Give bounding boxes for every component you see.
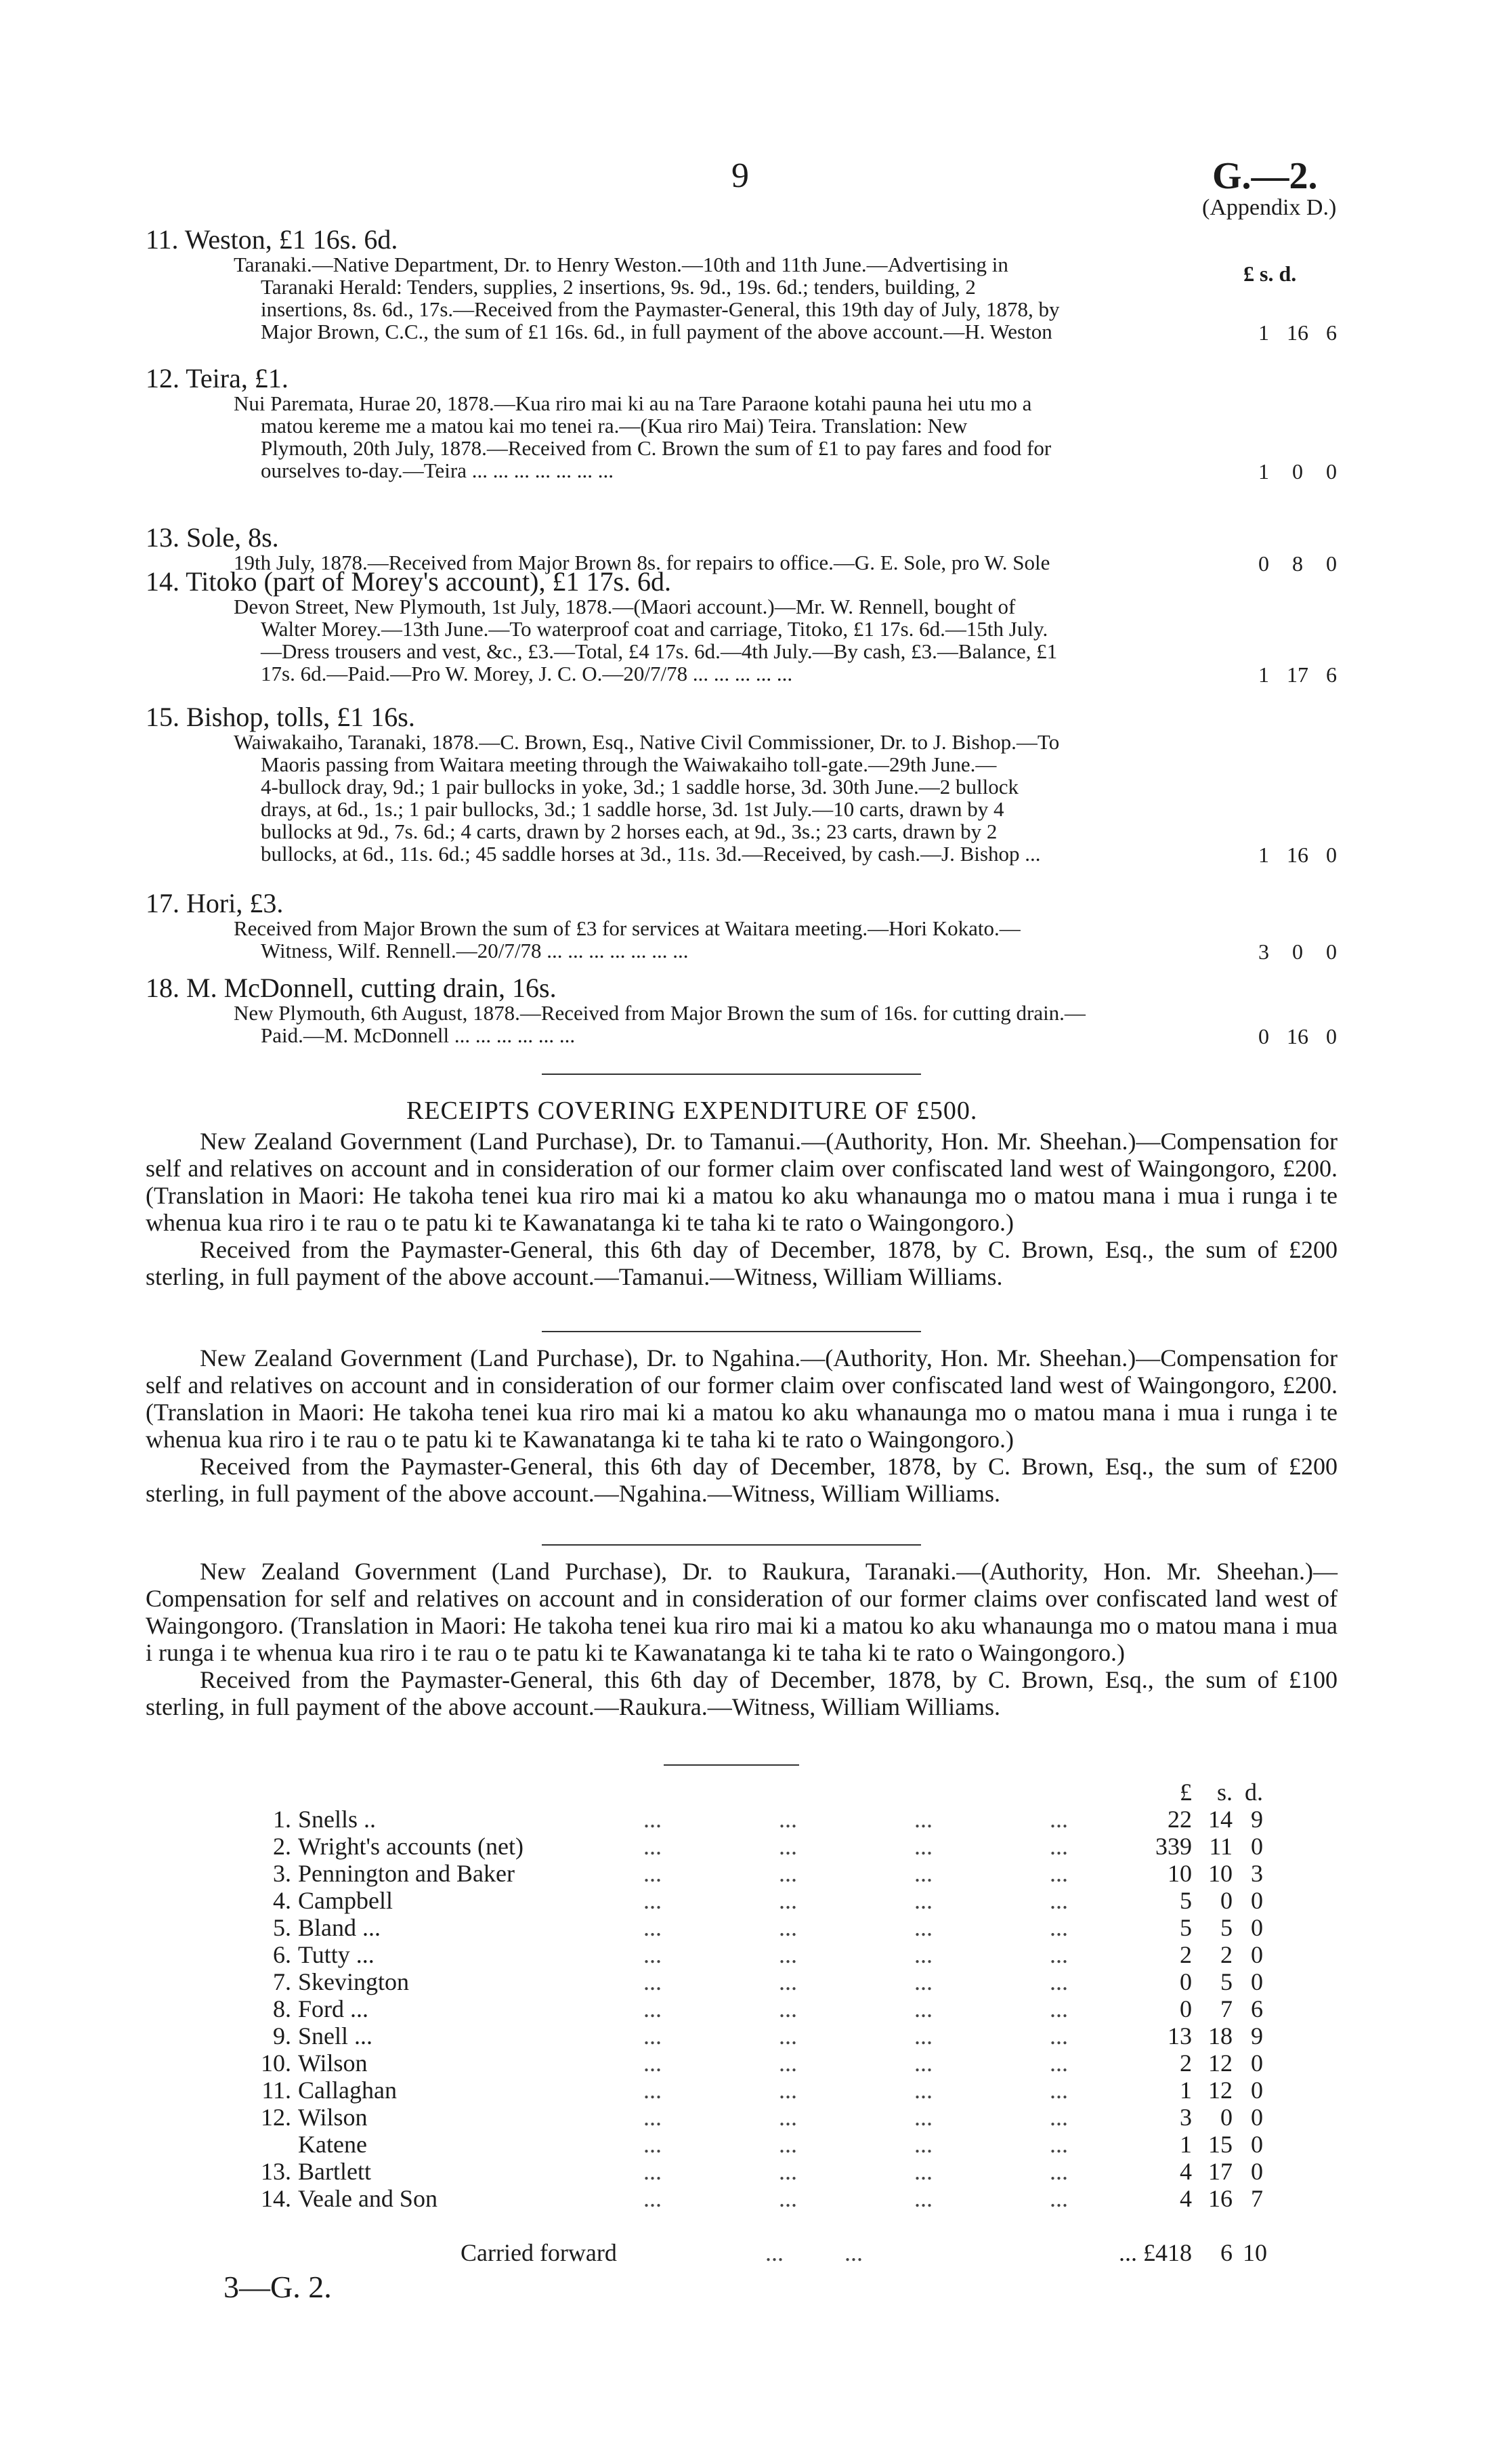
entry-line: insertions, 8s. 6d., 17s.—Received from the Paymaster-General, this 19th day of July, 1878, by xyxy=(261,297,1060,321)
table-row xyxy=(244,1805,1263,1833)
entry-amount xyxy=(1258,939,1337,964)
row-number: 2. xyxy=(273,1833,291,1860)
leader-dots: ... xyxy=(1050,1833,1068,1860)
leader-dots: ... xyxy=(1050,2022,1068,2049)
row-pounds: 0 xyxy=(1180,1968,1192,1995)
row-pounds: 0 xyxy=(1180,1995,1192,2022)
table-row xyxy=(244,2130,1263,2158)
receipt-block xyxy=(146,1344,1338,1507)
leader-dots: ... xyxy=(779,1968,797,1995)
leader-dots: ... xyxy=(643,1941,662,1968)
receipt-text: New Zealand Government (Land Purchase), Dr. to Ngahina.—(Authority, Hon. Mr. Sheehan.)—Compensation for self and relatives on account and in consideration of our former claim over confiscated land west of Waingongoro, £200. (Translation in Maori: He takoha tenei kua riro mai ki a matou ko aku whanaunga mo o matou mana i mua i runga i te whenua kua riro i te rau o te patu ki te Kawanatanga ki te taha ki te rato o Waingongoro.) xyxy=(146,1344,1338,1453)
table-row xyxy=(244,1886,1263,1914)
leader-dots: ... xyxy=(643,2022,662,2049)
receipt-block xyxy=(146,1558,1338,1720)
row-pence: 7 xyxy=(1251,2185,1263,2212)
amount-shillings: 16 xyxy=(1287,1024,1308,1048)
row-name: Skevington xyxy=(298,1968,410,1995)
leader-dots: ... xyxy=(914,1914,933,1941)
row-pounds: 1 xyxy=(1180,2077,1192,2104)
row-pence: 3 xyxy=(1251,1860,1263,1887)
leader-dots: ... xyxy=(779,1833,797,1860)
leader-dots: ... xyxy=(643,1914,662,1941)
row-number: 4. xyxy=(273,1887,291,1914)
amount-pounds: 1 xyxy=(1258,320,1269,345)
table-row xyxy=(244,1913,1263,1941)
divider xyxy=(542,1074,921,1075)
col-pence: d. xyxy=(1245,1779,1263,1806)
amount-pence: 0 xyxy=(1326,551,1337,576)
carried-pence: 10 xyxy=(1243,2239,1267,2266)
leader-dots: ... xyxy=(914,2104,933,2131)
leader-dots: ... xyxy=(914,2185,933,2212)
document-reference: G.—2. xyxy=(1212,155,1318,197)
leader-dots: ... xyxy=(914,2077,933,2104)
leader-dots: ... xyxy=(779,1887,797,1914)
row-pence: 0 xyxy=(1251,1833,1263,1860)
row-shillings: 0 xyxy=(1220,2104,1233,2131)
leader-dots: ... xyxy=(914,1995,933,2022)
entry-line: Maoris passing from Waitara meeting through the Waiwakaiho toll-gate.—29th June.— xyxy=(261,752,997,776)
row-name: Snells .. xyxy=(298,1806,377,1833)
row-shillings: 14 xyxy=(1208,1806,1233,1833)
entry-line: Witness, Wilf. Rennell.—20/7/78 ... ... ... ... ... ... ... xyxy=(261,939,689,962)
row-shillings: 5 xyxy=(1220,1914,1233,1941)
row-pounds: 5 xyxy=(1180,1887,1192,1914)
row-pence: 0 xyxy=(1251,2077,1263,2104)
row-pounds: 5 xyxy=(1180,1914,1192,1941)
row-name: Wilson xyxy=(298,2104,368,2131)
receipt-acknowledgement: Received from the Paymaster-General, this 6th day of December, 1878, by C. Brown, Esq., the sum of £100 sterling, in full payment of the above account.—Raukura.—Witness, William Williams. xyxy=(146,1666,1338,1720)
amount-pounds: 1 xyxy=(1258,843,1269,867)
table-row xyxy=(244,2076,1263,2104)
leader-dots: ... xyxy=(1050,1995,1068,2022)
entry-body xyxy=(234,731,1202,865)
entry-body xyxy=(234,595,1202,685)
entry-line: Waiwakaiho, Taranaki, 1878.—C. Brown, Esq., Native Civil Commissioner, Dr. to J. Bishop.—To xyxy=(234,730,1060,754)
leader-dots: ... xyxy=(643,1806,662,1833)
leader-dots: ... xyxy=(779,1806,797,1833)
entry-amount xyxy=(1258,843,1337,868)
row-pence: 0 xyxy=(1251,1914,1263,1941)
row-number: 10. xyxy=(261,2049,291,2077)
entry-line: Nui Paremata, Hurae 20, 1878.—Kua riro mai ki au na Tare Paraone kotahi pauna hei utu mo a xyxy=(234,391,1032,415)
leader-dots: ... xyxy=(1050,1887,1068,1914)
divider-short xyxy=(664,1764,799,1766)
entry-line: Plymouth, 20th July, 1878.—Received from C. Brown the sum of £1 to pay fares and food for xyxy=(261,436,1052,460)
leader-dots: ... xyxy=(779,2022,797,2049)
row-name: Snell ... xyxy=(298,2022,373,2049)
receipt-text: New Zealand Government (Land Purchase), Dr. to Raukura, Taranaki.—(Authority, Hon. Mr. Sheehan.)—Compensation for self and relatives on account and in consideration of our former claims over confiscated land west of Waingongoro. (Translation in Maori: He takoha tenei kua riro mai ki a matou ko aku whanaunga mo o matou mana i mua i runga i te whenua kua riro i te rau o te patu ki te Kawanatanga ki te taha ki te rato o Waingongoro.) xyxy=(146,1558,1338,1666)
row-pounds: 10 xyxy=(1168,1860,1192,1887)
leader-dots: ... xyxy=(643,2104,662,2131)
entry-line: Walter Morey.—13th June.—To waterproof coat and carriage, Titoko, £1 17s. 6d.—15th July. xyxy=(261,617,1048,641)
carried-pounds: ... £418 xyxy=(1119,2239,1192,2266)
receipt-acknowledgement: Received from the Paymaster-General, this 6th day of December, 1878, by C. Brown, Esq., the sum of £200 sterling, in full payment of the above account.—Ngahina.—Witness, William Williams. xyxy=(146,1453,1338,1507)
table-row xyxy=(244,1968,1263,1995)
leader-dots: ... xyxy=(914,2049,933,2077)
entry-line: ourselves to-day.—Teira ... ... ... ... ... ... ... xyxy=(261,459,614,482)
carried-label: Carried forward xyxy=(461,2239,617,2266)
amount-shillings: 17 xyxy=(1287,662,1308,687)
divider xyxy=(542,1331,921,1332)
leader-dots: ... xyxy=(1050,2131,1068,2158)
leader-dots: ... xyxy=(1050,2158,1068,2185)
table-row xyxy=(244,2049,1263,2077)
row-number: 12. xyxy=(261,2104,291,2131)
row-pence: 0 xyxy=(1251,1941,1263,1968)
leader-dots: ... xyxy=(779,2131,797,2158)
row-pence: 0 xyxy=(1251,2104,1263,2131)
row-name: Wilson xyxy=(298,2049,368,2077)
entry-amount xyxy=(1258,320,1337,345)
amount-pounds: 3 xyxy=(1258,939,1269,964)
row-pence: 9 xyxy=(1251,2022,1263,2049)
row-shillings: 2 xyxy=(1220,1941,1233,1968)
leader-dots: ... xyxy=(779,2185,797,2212)
row-number: 13. xyxy=(261,2158,291,2185)
entry-body xyxy=(234,253,1202,343)
leader-dots: ... xyxy=(643,1833,662,1860)
row-shillings: 11 xyxy=(1209,1833,1233,1860)
entry-heading: 15. Bishop, tolls, £1 16s. xyxy=(146,702,415,732)
entry-line: Major Brown, C.C., the sum of £1 16s. 6d., in full payment of the above account.—H. Weston xyxy=(261,320,1052,343)
amount-pence: 0 xyxy=(1326,939,1337,964)
entry-body xyxy=(234,1002,1202,1046)
row-pounds: 4 xyxy=(1180,2185,1192,2212)
leader-dots: ... xyxy=(779,2049,797,2077)
row-number: 5. xyxy=(273,1914,291,1941)
row-pence: 0 xyxy=(1251,2131,1263,2158)
row-name: Bartlett xyxy=(298,2158,371,2185)
leader-dots: ... xyxy=(643,2185,662,2212)
table-header xyxy=(244,1778,1263,1806)
entry-amount xyxy=(1258,662,1337,687)
leader-dots: ... xyxy=(779,2158,797,2185)
row-pounds: 339 xyxy=(1155,1833,1192,1860)
amount-pounds: 1 xyxy=(1258,459,1269,484)
leader-dots: ... xyxy=(779,2077,797,2104)
leader-dots: ... ... xyxy=(765,2239,863,2266)
row-pence: 0 xyxy=(1251,1968,1263,1995)
entry-heading: 18. M. McDonnell, cutting drain, 16s. xyxy=(146,973,557,1003)
leader-dots: ... xyxy=(643,2158,662,2185)
leader-dots: ... xyxy=(779,1914,797,1941)
page-number: 9 xyxy=(731,156,749,195)
row-name: Tutty ... xyxy=(298,1941,375,1968)
row-shillings: 10 xyxy=(1208,1860,1233,1887)
row-shillings: 17 xyxy=(1208,2158,1233,2185)
col-shillings: s. xyxy=(1216,1779,1233,1806)
row-shillings: 12 xyxy=(1208,2049,1233,2077)
row-name: Bland ... xyxy=(298,1914,381,1941)
leader-dots: ... xyxy=(1050,2185,1068,2212)
row-pence: 0 xyxy=(1251,1887,1263,1914)
row-name: Katene xyxy=(298,2131,367,2158)
amount-pence: 0 xyxy=(1326,459,1337,484)
amount-pence: 6 xyxy=(1326,320,1337,345)
row-number: 9. xyxy=(273,2022,291,2049)
row-name: Wright's accounts (net) xyxy=(298,1833,523,1860)
leader-dots: ... xyxy=(643,1887,662,1914)
entry-heading: 11. Weston, £1 16s. 6d. xyxy=(146,224,398,255)
entry-amount xyxy=(1258,1024,1337,1049)
entry-line: bullocks at 9d., 7s. 6d.; 4 carts, drawn by 2 horses each, at 9d., 3s.; 23 carts, drawn by 2 xyxy=(261,820,998,843)
row-number: 6. xyxy=(273,1941,291,1968)
leader-dots: ... xyxy=(1050,2077,1068,2104)
entry-line: drays, at 6d., 1s.; 1 pair bullocks, 3d.; 1 saddle horse, 3d. 1st July.—10 carts, drawn by 4 xyxy=(261,797,1004,821)
amount-shillings: 16 xyxy=(1287,320,1308,345)
table-row xyxy=(244,2184,1263,2212)
table-row xyxy=(244,2022,1263,2049)
row-number: 11. xyxy=(261,2077,291,2104)
entry-line: Devon Street, New Plymouth, 1st July, 1878.—(Maori account.)—Mr. W. Rennell, bought of xyxy=(234,595,1016,618)
table-row xyxy=(244,1940,1263,1968)
row-pounds: 13 xyxy=(1168,2022,1192,2049)
row-name: Pennington and Baker xyxy=(298,1860,515,1887)
row-pounds: 3 xyxy=(1180,2104,1192,2131)
row-pence: 9 xyxy=(1251,1806,1263,1833)
row-pounds: 22 xyxy=(1168,1806,1192,1833)
row-shillings: 5 xyxy=(1220,1968,1233,1995)
row-number: 14. xyxy=(261,2185,291,2212)
row-pounds: 2 xyxy=(1180,2049,1192,2077)
entry-line: Paid.—M. McDonnell ... ... ... ... ... ... xyxy=(261,1023,576,1047)
entry-body xyxy=(234,392,1202,482)
row-pence: 0 xyxy=(1251,2049,1263,2077)
row-number: 1. xyxy=(273,1806,291,1833)
entry-amount xyxy=(1258,459,1337,484)
amount-pence: 0 xyxy=(1326,843,1337,867)
leader-dots: ... xyxy=(1050,2104,1068,2131)
row-number: 3. xyxy=(273,1860,291,1887)
row-shillings: 12 xyxy=(1208,2077,1233,2104)
leader-dots: ... xyxy=(643,2131,662,2158)
leader-dots: ... xyxy=(643,1860,662,1887)
row-number: 7. xyxy=(273,1968,291,1995)
row-pounds: 4 xyxy=(1180,2158,1192,2185)
divider xyxy=(542,1544,921,1546)
receipt-block xyxy=(146,1128,1338,1290)
row-name: Callaghan xyxy=(298,2077,397,2104)
entry-line: Taranaki Herald: Tenders, supplies, 2 insertions, 9s. 9d., 19s. 6d.; tenders, building, 2 xyxy=(261,275,976,299)
entry-line: 4-bullock dray, 9d.; 1 pair bullocks in yoke, 3d.; 1 saddle horse, 3d. 30th June.—2 bullock xyxy=(261,775,1019,799)
appendix-label: (Appendix D.) xyxy=(1202,195,1337,220)
leader-dots: ... xyxy=(1050,1806,1068,1833)
leader-dots: ... xyxy=(914,1941,933,1968)
table-row xyxy=(244,2103,1263,2131)
receipt-acknowledgement: Received from the Paymaster-General, this 6th day of December, 1878, by C. Brown, Esq., the sum of £200 sterling, in full payment of the above account.—Tamanui.—Witness, William Williams. xyxy=(146,1236,1338,1290)
entry-heading: 12. Teira, £1. xyxy=(146,363,288,394)
col-pounds: £ xyxy=(1180,1779,1192,1806)
leader-dots: ... xyxy=(1050,1941,1068,1968)
leader-dots: ... xyxy=(914,1968,933,1995)
row-name: Campbell xyxy=(298,1887,393,1914)
currency-header: £ s. d. xyxy=(1243,261,1297,286)
leader-dots: ... xyxy=(1050,1860,1068,1887)
table-row xyxy=(244,1995,1263,2022)
row-shillings: 18 xyxy=(1208,2022,1233,2049)
leader-dots: ... xyxy=(914,1833,933,1860)
leader-dots: ... xyxy=(914,2158,933,2185)
amount-pounds: 1 xyxy=(1258,662,1269,687)
receipts-title: RECEIPTS COVERING EXPENDITURE OF £500. xyxy=(406,1097,978,1125)
entry-heading: 14. Titoko (part of Morey's account), £1 17s. 6d. xyxy=(146,566,672,597)
carried-forward-row xyxy=(244,2238,1267,2266)
table-row xyxy=(244,1859,1263,1887)
leader-dots: ... xyxy=(1050,2049,1068,2077)
leader-dots: ... xyxy=(1050,1914,1068,1941)
row-shillings: 15 xyxy=(1208,2131,1233,2158)
leader-dots: ... xyxy=(643,2049,662,2077)
leader-dots: ... xyxy=(643,1995,662,2022)
entry-amount xyxy=(1258,551,1337,576)
receipt-text: New Zealand Government (Land Purchase), Dr. to Tamanui.—(Authority, Hon. Mr. Sheehan.)—Compensation for self and relatives on account and in consideration of our former claim over confiscated land west of Waingongoro, £200. (Translation in Maori: He takoha tenei kua riro mai ki a matou ko aku whanaunga mo o matou mana i mua i runga i te whenua kua riro i te rau o te patu ki te Kawanatanga ki te taha ki te rato o Waingongoro.) xyxy=(146,1128,1338,1236)
entry-line: bullocks, at 6d., 11s. 6d.; 45 saddle horses at 3d., 11s. 3d.—Received, by cash.—J. Bishop ... xyxy=(261,842,1041,866)
leader-dots: ... xyxy=(914,2131,933,2158)
amount-shillings: 0 xyxy=(1292,939,1303,964)
footer-reference: 3—G. 2. xyxy=(223,2270,332,2304)
leader-dots: ... xyxy=(914,1806,933,1833)
leader-dots: ... xyxy=(779,2104,797,2131)
row-pounds: 2 xyxy=(1180,1941,1192,1968)
leader-dots: ... xyxy=(779,1860,797,1887)
carried-shillings: 6 xyxy=(1220,2239,1233,2266)
amount-shillings: 16 xyxy=(1287,843,1308,867)
amount-pounds: 0 xyxy=(1258,1024,1269,1048)
amount-pence: 0 xyxy=(1326,1024,1337,1048)
row-pounds: 1 xyxy=(1180,2131,1192,2158)
entry-line: Received from Major Brown the sum of £3 for services at Waitara meeting.—Hori Kokato.— xyxy=(234,916,1021,940)
leader-dots: ... xyxy=(1050,1968,1068,1995)
table-row xyxy=(244,2157,1263,2185)
leader-dots: ... xyxy=(643,1968,662,1995)
leader-dots: ... xyxy=(914,1860,933,1887)
row-shillings: 7 xyxy=(1220,1995,1233,2022)
amount-pence: 6 xyxy=(1326,662,1337,687)
entry-line: Taranaki.—Native Department, Dr. to Henry Weston.—10th and 11th June.—Advertising in xyxy=(234,253,1008,276)
entry-line: New Plymouth, 6th August, 1878.—Received from Major Brown the sum of 16s. for cutting drain.— xyxy=(234,1001,1086,1025)
entry-body xyxy=(234,917,1202,962)
entry-line: —Dress trousers and vest, &c., £3.—Total, £4 17s. 6d.—4th July.—By cash, £3.—Balance, £1 xyxy=(261,639,1058,663)
row-shillings: 16 xyxy=(1208,2185,1233,2212)
entry-line: matou kereme me a matou kai mo tenei ra.—(Kua riro Mai) Teira. Translation: New xyxy=(261,414,968,438)
row-name: Veale and Son xyxy=(298,2185,437,2212)
entry-line: 17s. 6d.—Paid.—Pro W. Morey, J. C. O.—20/7/78 ... ... ... ... ... xyxy=(261,662,793,685)
leader-dots: ... xyxy=(779,1941,797,1968)
entry-line: 19th July, 1878.—Received from Major Brown 8s. for repairs to office.—G. E. Sole, pro W. Sole xyxy=(234,551,1050,574)
leader-dots: ... xyxy=(643,2077,662,2104)
entry-heading: 17. Hori, £3. xyxy=(146,888,284,918)
leader-dots: ... xyxy=(914,1887,933,1914)
amount-shillings: 8 xyxy=(1292,551,1303,576)
amount-shillings: 0 xyxy=(1292,459,1303,484)
row-number: 8. xyxy=(273,1995,291,2022)
entry-heading: 13. Sole, 8s. xyxy=(146,522,279,553)
amount-pounds: 0 xyxy=(1258,551,1269,576)
row-pence: 6 xyxy=(1251,1995,1263,2022)
table-row xyxy=(244,1832,1263,1860)
leader-dots: ... xyxy=(779,1995,797,2022)
row-shillings: 0 xyxy=(1220,1887,1233,1914)
row-pence: 0 xyxy=(1251,2158,1263,2185)
row-name: Ford ... xyxy=(298,1995,369,2022)
leader-dots: ... xyxy=(914,2022,933,2049)
